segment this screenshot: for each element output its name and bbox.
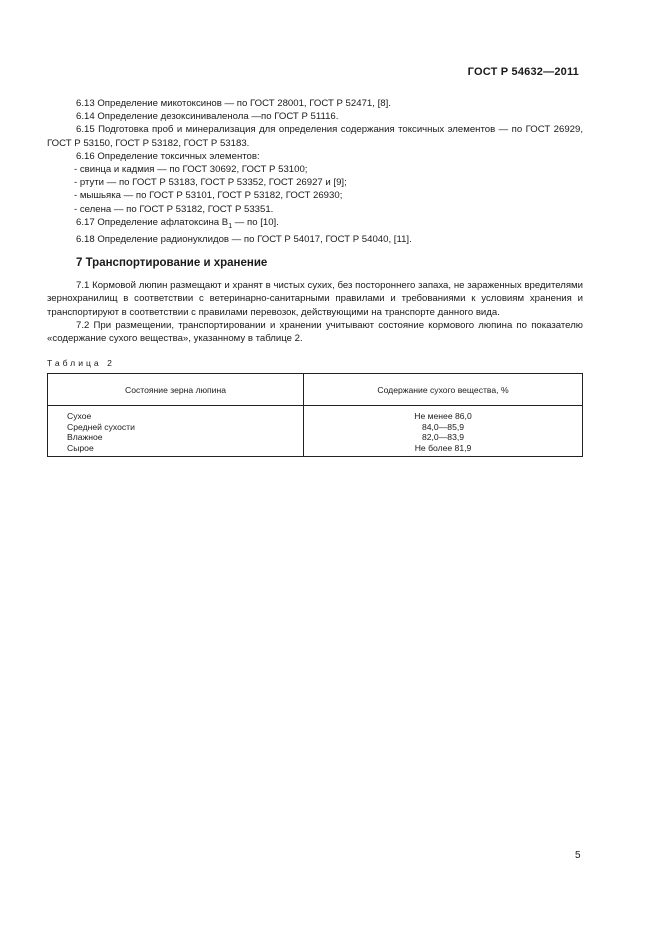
table-cell: Не более 81,9 [304, 443, 583, 457]
table-cell: Сухое [48, 406, 304, 422]
table-cell: Влажное [48, 432, 304, 443]
table-caption: Таблица 2 [47, 358, 115, 369]
column-header: Содержание сухого вещества, % [304, 374, 583, 406]
table-2 [47, 373, 583, 457]
table-cell: Не менее 86,0 [304, 406, 583, 422]
page-content [47, 97, 583, 457]
clause-6-14: 6.14 Определение дезоксиниваленола —по ГОСТ Р 51116. [76, 111, 339, 123]
table-row [48, 406, 583, 422]
table-row [48, 432, 583, 443]
clause-6-18: 6.18 Определение радионуклидов — по ГОСТ Р 54017, ГОСТ Р 54040, [11]. [76, 233, 412, 245]
table-cell: Средней сухости [48, 422, 304, 433]
table-header-row [48, 374, 583, 406]
document-header: ГОСТ Р 54632—2011 [467, 66, 579, 78]
list-item: - свинца и кадмия — по ГОСТ 30692, ГОСТ Р 53100; [74, 164, 308, 176]
clause-6-17-tail: — по [10]. [232, 216, 279, 228]
clause-6-17 [47, 216, 583, 233]
table-cell: Сырое [48, 443, 304, 457]
clause-6-17-text: 6.17 Определение афлатоксина B [76, 216, 229, 228]
clause-7-2: 7.2 При размещении, транспортировании и хранении учитывают состояние кормового люпина по показателю «содержание сухого вещества», указанному в таблице 2. [47, 319, 583, 344]
clause-6-13: 6.13 Определение микотоксинов — по ГОСТ 28001, ГОСТ Р 52471, [8]. [76, 98, 391, 109]
list-item: - селена — по ГОСТ Р 53182, ГОСТ Р 53351. [74, 203, 274, 215]
list-item: - мышьяка — по ГОСТ Р 53101, ГОСТ Р 53182, ГОСТ 26930; [74, 190, 343, 202]
clause-6-16: 6.16 Определение токсичных элементов: [76, 150, 260, 162]
page-number: 5 [575, 850, 581, 861]
column-header: Состояние зерна люпина [48, 374, 304, 406]
table-cell: 82,0—83,9 [304, 432, 583, 443]
clause-6-15: 6.15 Подготовка проб и минерализация для определения содержания токсичных элементов — по ГОСТ 26929, ГОСТ Р 53150, ГОСТ Р 53182, ГОСТ Р 53183. [47, 124, 583, 149]
table-cell: 84,0—85,9 [304, 422, 583, 433]
section-heading: 7 Транспортирование и хранение [76, 257, 268, 270]
table-row [48, 443, 583, 457]
table-row [48, 422, 583, 433]
subscript: 1 [228, 222, 233, 230]
list-item: - ртути — по ГОСТ Р 53183, ГОСТ Р 53352, ГОСТ 26927 и [9]; [74, 177, 347, 189]
clause-7-1: 7.1 Кормовой люпин размещают и хранят в чистых сухих, без постороннего запаха, не зараженных вредителями зернохранилищ в соответствии с ветеринарно-санитарными правилами и требованиями к условиям хранения и транспортируют в соответствии с правилами перевозок, действующими на транспорте данного вида. [47, 280, 583, 318]
